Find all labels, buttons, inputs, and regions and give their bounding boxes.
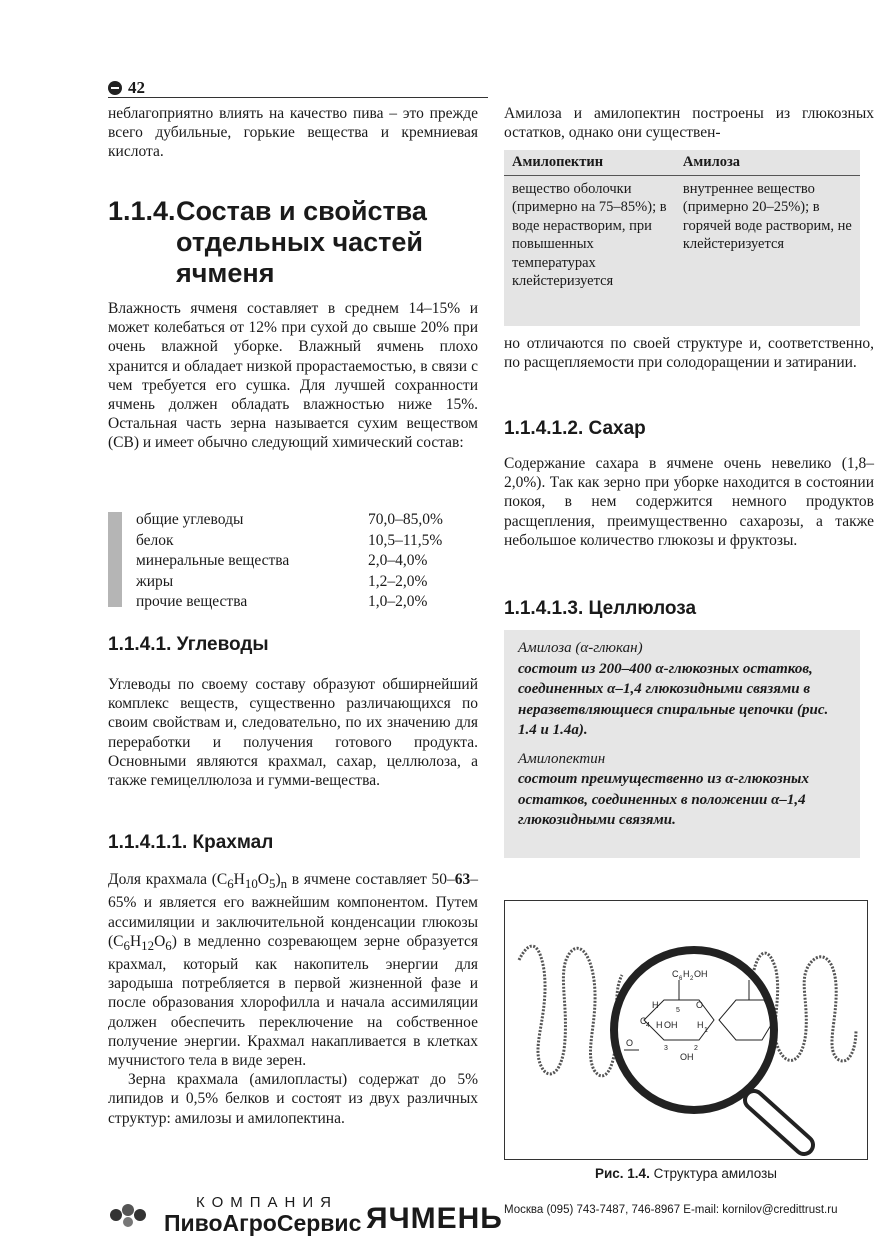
svg-text:4: 4 <box>646 1022 650 1029</box>
starch-paragraph: Доля крахмала $(C_6H_{10}O_5)_n$ в ячмене составляет 50–63–65% и является его важнейшим компонентом. Путем ассимиляции и заключительной конденсации глюкозы $(C_6H_{12}O_6)$ в медленно созревающем зерне образуется крахмал, который как накопитель энергии для зародыша потребляется в первой жизненной фазе и после образования хлорофилла и начала ассимиляции должен обеспечить переключение на собственное получение энергии. Крахмал накапливается в клетках мучнистого тела в виде зерен. Зерна крахмала (амилопласты) содержат до 5% липидов и 0,5% белков и состоят из двух различных структур: амилозы и амилопектина. <box>108 871 478 1127</box>
company-label: КОМПАНИЯ <box>196 1194 338 1211</box>
svg-text:OH: OH <box>664 1020 678 1030</box>
svg-text:H: H <box>683 969 690 979</box>
svg-text:3: 3 <box>664 1045 668 1052</box>
svg-text:2: 2 <box>694 1045 698 1052</box>
figure-caption: Рис. 1.4. Структура амилозы <box>594 1166 777 1181</box>
svg-text:H: H <box>652 1000 659 1010</box>
svg-text:1: 1 <box>704 1027 708 1034</box>
svg-text:H: H <box>656 1020 663 1030</box>
comparison-table-box <box>504 150 860 326</box>
composition-row: жиры 1,2–2,0% <box>136 572 428 590</box>
starch-paragraph-2: Зерна крахмала (амилопласты) содержат до 5% липидов и 0,5% белков и состоят из двух различных структур: амилозы и амилопектина. <box>108 1071 478 1127</box>
section-number: 1.1.4. <box>108 196 176 226</box>
page-marker-icon <box>108 81 122 95</box>
amylose-title: Амилоза (α-глюкан) <box>518 640 643 656</box>
composition-list <box>108 510 460 608</box>
carbohydrates-heading: 1.1.4.1. Углеводы <box>108 634 269 655</box>
svg-text:C: C <box>640 1016 647 1026</box>
footer-contacts: Москва (095) 743-7487, 746-8967 E-mail: kornilov@credittrust.ru <box>504 1204 838 1216</box>
svg-text:OH: OH <box>680 1052 694 1062</box>
footer-product-title: ЯЧМЕНЬ <box>366 1202 503 1235</box>
table-header-amylose: Амилоза <box>675 150 860 175</box>
svg-text:2: 2 <box>690 976 694 982</box>
page-header <box>108 78 488 98</box>
right-intro: Амилоза и амилопектин построены из глюкозных остатков, однако они существен- <box>504 105 874 142</box>
comparison-table <box>504 150 860 291</box>
table-header-amylopectin: Амилопектин <box>504 150 675 175</box>
composition-row: минеральные вещества 2,0–4,0% <box>136 552 428 569</box>
page-number: 42 <box>128 78 145 97</box>
svg-text:OH: OH <box>694 969 708 979</box>
section-heading <box>108 196 478 289</box>
amylose-figure <box>504 900 868 1190</box>
amylopectin-text: состоит преимущественно из α-глюкозных остатков, соединенных в положении α–1,4 глюкозидными связями. <box>518 771 809 828</box>
sugar-paragraph: Содержание сахара в ячмене очень невелико (1,8–2,0%). Так как зерно при уборке находится в состоянии покоя, в нем содержится немного продуктов расщепления, преимущественно сахарозы, а также небольшое количество глюкозы и фруктозы. <box>504 455 874 549</box>
table-cell-amylopectin: вещество оболочки (примерно на 75–85%); в воде нерастворим, при повышенных температурах клейстеризуется <box>512 180 667 289</box>
svg-text:H: H <box>697 1020 704 1030</box>
company-logo-icon <box>106 1200 150 1230</box>
starch-heading: 1.1.4.1.1. Крахмал <box>108 832 274 853</box>
svg-text:5: 5 <box>676 1007 680 1014</box>
svg-text:O: O <box>626 1038 634 1048</box>
amylose-text: состоит из 200–400 α-глюкозных остатков, соединенных α–1,4 глюкозидными связями в неразветвляющиеся спиральные цепочки (рис. 1.4 и 1.4а). <box>518 660 829 738</box>
moisture-paragraph: Влажность ячменя составляет в среднем 14–15% и может колебаться от 12% при сухой до свыше 20% при очень влажной уборке. Влажный ячмень плохо хранится и обладает низкой прорастаемостью, в связи с чем требуется его сушка. Для лучшей сохранности ячмень должен обладать влажностью ниже 15%. Остальная часть зерна называется сухим веществом (СВ) и имеет обычно следующий химический состав: <box>108 300 478 452</box>
company-name: ПивоАгроСервис <box>164 1210 362 1236</box>
amylose-info-box <box>504 630 860 858</box>
composition-bar <box>108 512 122 607</box>
table-cell-amylose: внутреннее вещество (примерно 20–25%); в горячей воде растворим, не клейстеризуется <box>682 180 852 252</box>
composition-row: общие углеводы 70,0–85,0% <box>136 511 443 528</box>
section-title-line-2: отдельных частей <box>176 227 424 257</box>
after-table-paragraph: но отличаются по своей структуре и, соответственно, по расщепляемости при солодоращении и затирании. <box>504 335 874 372</box>
section-title-line-1: Состав и свойства <box>176 196 427 226</box>
intro-paragraph: неблагоприятно влиять на качество пива – это прежде всего дубильные, горькие вещества и кремниевая кислота. <box>108 105 478 161</box>
carbohydrates-paragraph: Углеводы по своему составу образуют обширнейший комплекс веществ, существенно различающихся по своим свойствам и, следовательно, по их значению для переработки и получения готового продукта. Основными являются крахмал, сахар, целлюлоза, а также гемицеллюлоза и гумми-вещества. <box>108 676 478 790</box>
composition-row: белок 10,5–11,5% <box>136 531 443 549</box>
header-rule <box>108 97 488 98</box>
svg-text:6: 6 <box>679 976 683 982</box>
svg-text:C: C <box>672 969 679 979</box>
page-footer <box>100 1192 880 1236</box>
amylopectin-title: Амилопектин <box>518 750 606 767</box>
svg-text:O: O <box>696 1000 704 1010</box>
cellulose-heading: 1.1.4.1.3. Целлюлоза <box>504 598 697 619</box>
amylose-structure-diagram <box>504 900 868 1190</box>
sugar-heading: 1.1.4.1.2. Сахар <box>504 418 646 439</box>
composition-row: прочие вещества 1,0–2,0% <box>136 593 428 610</box>
section-title-line-3: ячменя <box>176 258 275 288</box>
